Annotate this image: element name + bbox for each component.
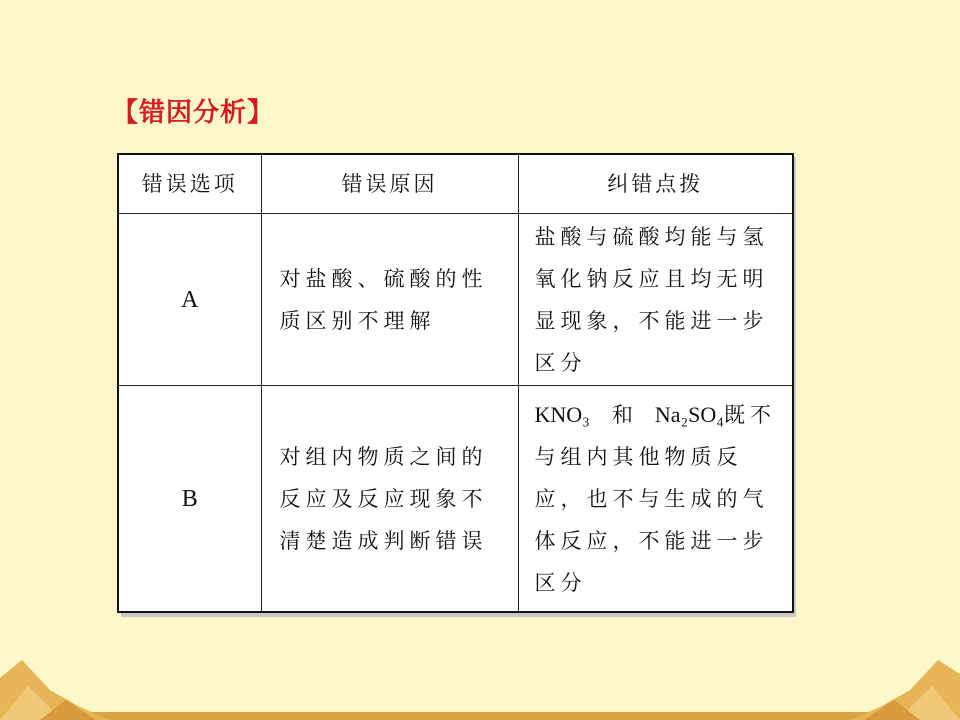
right-triangle-decoration bbox=[850, 660, 960, 720]
error-analysis-table bbox=[117, 153, 794, 613]
header-wrong-option: 错误选项 bbox=[118, 154, 261, 214]
tip-rest-text: 既不与组内其他物质反应，也不与生成的气体反应，不能进一步区分 bbox=[534, 402, 776, 595]
table-header-row bbox=[118, 154, 793, 214]
row-option: B bbox=[118, 386, 261, 613]
formula-kno3: KNO₃ bbox=[534, 401, 590, 427]
row-reason: 对组内物质之间的反应及反应现象不清楚造成判断错误 bbox=[261, 386, 518, 613]
error-analysis-table-container bbox=[117, 153, 792, 613]
slide-heading: 【错因分析】 bbox=[112, 98, 275, 128]
row-tip: 盐酸与硫酸均能与氢氧化钠反应且均无明显现象，不能进一步区分 bbox=[518, 214, 793, 386]
row-option: A bbox=[118, 214, 261, 386]
bottom-decoration-strip bbox=[0, 712, 960, 720]
formula-na2so4: Na₂SO₄ bbox=[654, 401, 724, 427]
row-reason: 对盐酸、硫酸的性质区别不理解 bbox=[261, 214, 518, 386]
header-wrong-reason: 错误原因 bbox=[261, 154, 518, 214]
table-row bbox=[118, 214, 793, 386]
header-correction-tip: 纠错点拨 bbox=[518, 154, 793, 214]
left-triangle-decoration bbox=[0, 660, 110, 720]
table-row bbox=[118, 386, 793, 613]
conjunction-he: 和 bbox=[611, 402, 633, 427]
row-tip bbox=[518, 386, 793, 613]
